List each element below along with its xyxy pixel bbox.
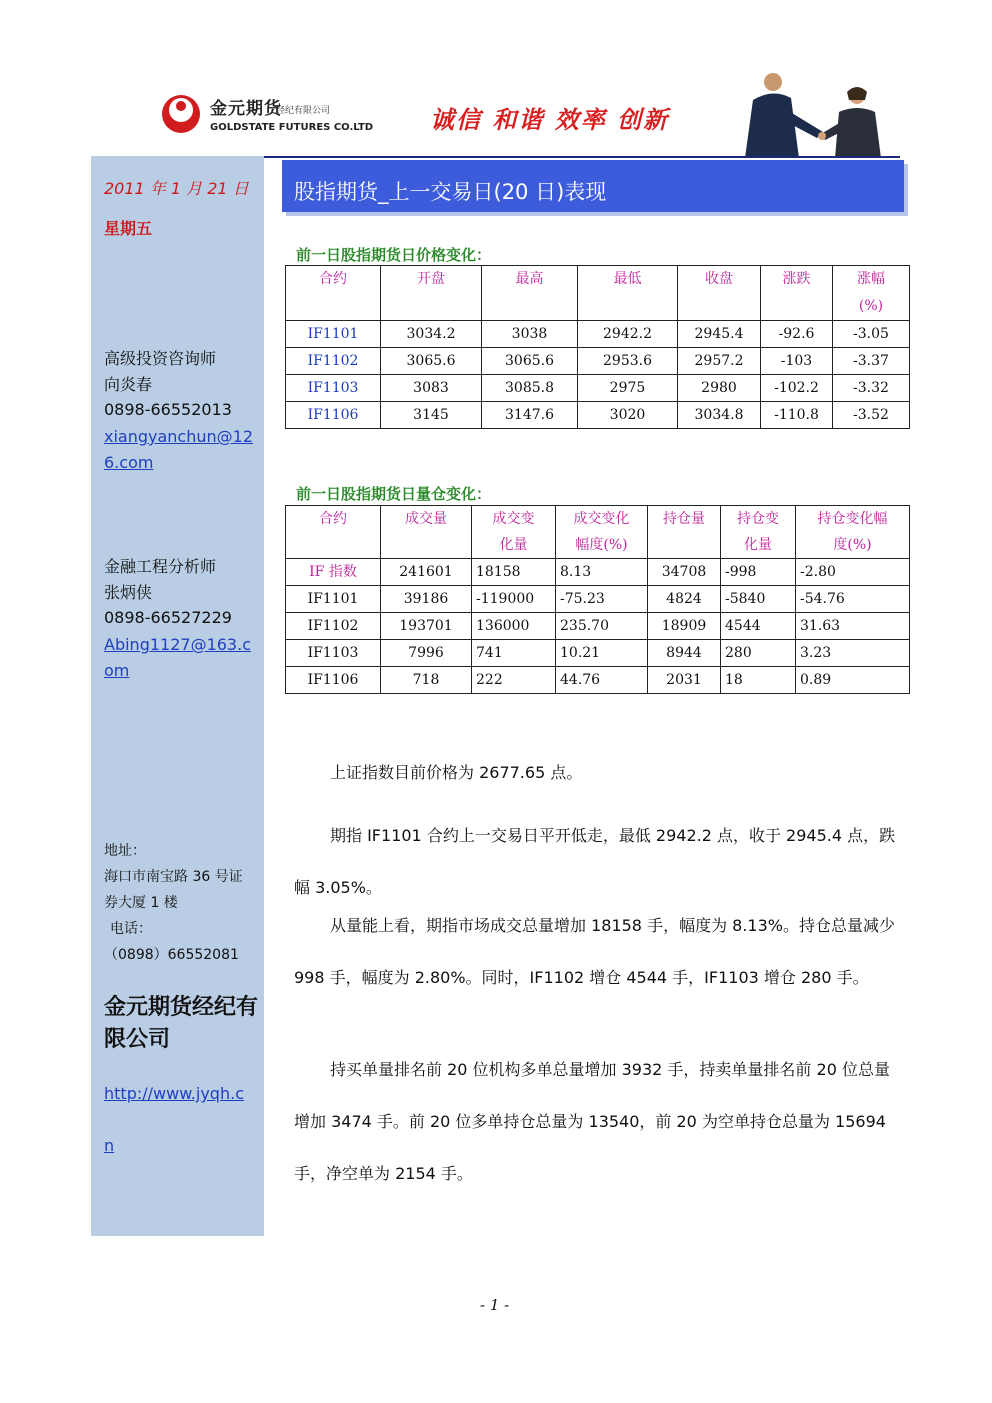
table-cell: 3020 xyxy=(578,402,678,429)
analyst2-title: 金融工程分析师 xyxy=(104,557,217,576)
contract-cell: IF1102 xyxy=(286,348,381,375)
volume-header-cell: 持仓量 xyxy=(648,506,721,559)
paragraph: 上证指数目前价格为 2677.65 点。 xyxy=(330,763,583,782)
paragraph: 期指 IF1101 合约上一交易日平开低走，最低 2942.2 点，收于 2945.4 点，跌幅 3.05%。 xyxy=(294,826,896,897)
table-cell: 3085.8 xyxy=(482,375,578,402)
analyst1-email-link[interactable]: xiangyanchun@126.com xyxy=(104,427,254,472)
table-cell: -3.05 xyxy=(833,321,910,348)
price-header-cell-change-pct xyxy=(833,266,910,321)
table-cell: -2.80 xyxy=(796,559,910,586)
table-cell: 3.23 xyxy=(796,640,910,667)
table-cell: 136000 xyxy=(472,613,556,640)
tel-label: 电话： xyxy=(110,921,152,937)
table-cell: 241601 xyxy=(381,559,472,586)
analyst2-name: 张炳侠 xyxy=(104,583,153,602)
table-cell: 3065.6 xyxy=(381,348,482,375)
table-cell: -119000 xyxy=(472,586,556,613)
table-row xyxy=(286,559,910,586)
table-cell: 18158 xyxy=(472,559,556,586)
table-cell: 8.13 xyxy=(556,559,648,586)
table-cell: 8944 xyxy=(648,640,721,667)
table-cell: 2031 xyxy=(648,667,721,694)
table-row xyxy=(286,375,910,402)
paragraph: 从量能上看，期指市场成交总量增加 18158 手，幅度为 8.13%。持仓总量减少 998 手，幅度为 2.80%。同时，IF1102 增仓 4544 手，IF1103 增仓 280 手。 xyxy=(294,916,895,987)
table-cell: 18 xyxy=(721,667,796,694)
volume-header-cell: 成交量 xyxy=(381,506,472,559)
price-header-cell: 最高 xyxy=(482,266,578,321)
volume-header-cell: 合约 xyxy=(286,506,381,559)
price-header-pct-label: 涨幅 xyxy=(857,271,885,287)
table-cell: 3065.6 xyxy=(482,348,578,375)
table-cell: -3.37 xyxy=(833,348,910,375)
table-cell: -5840 xyxy=(721,586,796,613)
volume-header-cell xyxy=(472,506,556,559)
table-cell: 2942.2 xyxy=(578,321,678,348)
analyst2-phone: 0898-66527229 xyxy=(104,608,232,627)
table-cell: -92.6 xyxy=(761,321,833,348)
volume-header-cell xyxy=(556,506,648,559)
volume-header-line: 持仓变化幅 xyxy=(817,511,888,527)
brand-name-en: GOLDSTATE FUTURES CO.LTD xyxy=(210,122,374,133)
price-header-cell: 开盘 xyxy=(381,266,482,321)
volume-table xyxy=(285,505,910,694)
contract-cell: IF1103 xyxy=(286,375,381,402)
volume-header-line: 化量 xyxy=(499,537,528,553)
table-cell: 3038 xyxy=(482,321,578,348)
price-section-heading: 前一日股指期货日价格变化： xyxy=(296,246,492,264)
table-row xyxy=(286,613,910,640)
price-table xyxy=(285,265,910,429)
volume-header-line: 幅度(%) xyxy=(575,537,628,553)
handshake-photo xyxy=(725,70,905,158)
table-cell: -3.32 xyxy=(833,375,910,402)
price-header-row xyxy=(286,266,910,321)
table-cell: 718 xyxy=(381,667,472,694)
contract-cell: IF1106 xyxy=(286,667,381,694)
website-link[interactable]: http://www.jyqh.cn xyxy=(104,1084,244,1155)
contract-cell: IF1103 xyxy=(286,640,381,667)
table-cell: 4544 xyxy=(721,613,796,640)
table-cell: 2945.4 xyxy=(678,321,761,348)
table-cell: 3145 xyxy=(381,402,482,429)
volume-header-line: 化量 xyxy=(744,537,772,553)
table-cell: 2957.2 xyxy=(678,348,761,375)
table-row xyxy=(286,402,910,429)
address-label: 地址： xyxy=(104,843,146,859)
table-cell: 3147.6 xyxy=(482,402,578,429)
brand-name-cn: 金元期货 xyxy=(210,99,282,119)
contract-cell: IF1106 xyxy=(286,402,381,429)
table-cell: 3083 xyxy=(381,375,482,402)
table-row xyxy=(286,348,910,375)
table-row xyxy=(286,640,910,667)
table-cell: 34708 xyxy=(648,559,721,586)
table-cell: -102.2 xyxy=(761,375,833,402)
table-cell: 222 xyxy=(472,667,556,694)
volume-section-heading: 前一日股指期货日量仓变化： xyxy=(296,485,492,503)
table-cell: 2953.6 xyxy=(578,348,678,375)
table-cell: 193701 xyxy=(381,613,472,640)
table-cell: -998 xyxy=(721,559,796,586)
table-cell: 39186 xyxy=(381,586,472,613)
slogan: 诚信 和谐 效率 创新 xyxy=(430,106,670,134)
table-cell: 4824 xyxy=(648,586,721,613)
volume-header-line: 成交变 xyxy=(492,511,535,527)
table-cell: 3034.8 xyxy=(678,402,761,429)
table-cell: 3034.2 xyxy=(381,321,482,348)
table-cell: -103 xyxy=(761,348,833,375)
price-header-cell: 涨跌 xyxy=(761,266,833,321)
page-title: 股指期货_上一交易日(20 日)表现 xyxy=(294,180,607,204)
volume-header-cell xyxy=(796,506,910,559)
table-cell: 0.89 xyxy=(796,667,910,694)
table-cell: 18909 xyxy=(648,613,721,640)
table-row xyxy=(286,321,910,348)
price-header-pct-unit: (%) xyxy=(858,298,884,314)
page-number: - 1 - xyxy=(480,1296,510,1314)
table-cell: 44.76 xyxy=(556,667,648,694)
paragraph: 持买单量排名前 20 位机构多单总量增加 3932 手，持卖单量排名前 20 位总量增加 3474 手。前 20 位多单持仓总量为 13540，前 20 为空单持仓总量为 15694 手，净空单为 2154 手。 xyxy=(294,1060,890,1183)
table-cell: -3.52 xyxy=(833,402,910,429)
table-cell: -54.76 xyxy=(796,586,910,613)
table-row xyxy=(286,667,910,694)
table-cell: -110.8 xyxy=(761,402,833,429)
table-cell: 235.70 xyxy=(556,613,648,640)
analyst1-phone: 0898-66552013 xyxy=(104,400,232,419)
report-date: 2011 年 1 月 21 日 xyxy=(104,179,249,198)
volume-header-line: 持仓变 xyxy=(737,511,779,527)
volume-header-cell xyxy=(721,506,796,559)
volume-header-row xyxy=(286,506,910,559)
company-logo-icon xyxy=(160,92,202,136)
contract-cell: IF 指数 xyxy=(286,559,381,586)
table-cell: -75.23 xyxy=(556,586,648,613)
tel-number: （0898）66552081 xyxy=(104,947,239,963)
brand-name-suffix: 经纪有限公司 xyxy=(276,106,331,116)
table-cell: 2980 xyxy=(678,375,761,402)
table-cell: 31.63 xyxy=(796,613,910,640)
company-name: 金元期货经纪有限公司 xyxy=(104,995,259,1052)
header-rule xyxy=(264,156,900,158)
table-cell: 7996 xyxy=(381,640,472,667)
analyst2-email-link[interactable]: Abing1127@163.com xyxy=(104,635,251,680)
analyst1-title: 高级投资咨询师 xyxy=(104,349,217,368)
table-cell: 741 xyxy=(472,640,556,667)
table-cell: 10.21 xyxy=(556,640,648,667)
table-row xyxy=(286,586,910,613)
table-cell: 280 xyxy=(721,640,796,667)
report-weekday: 星期五 xyxy=(104,219,153,238)
price-header-cell: 最低 xyxy=(578,266,678,321)
contract-cell: IF1102 xyxy=(286,613,381,640)
volume-header-line: 度(%) xyxy=(833,537,872,553)
table-cell: 2975 xyxy=(578,375,678,402)
contract-cell: IF1101 xyxy=(286,321,381,348)
price-header-cell: 收盘 xyxy=(678,266,761,321)
contract-cell: IF1101 xyxy=(286,586,381,613)
price-header-cell: 合约 xyxy=(286,266,381,321)
address-text: 海口市南宝路 36 号证券大厦 1 楼 xyxy=(104,869,243,911)
analyst1-name: 向炎春 xyxy=(104,375,153,394)
volume-header-line: 成交变化 xyxy=(573,511,630,527)
